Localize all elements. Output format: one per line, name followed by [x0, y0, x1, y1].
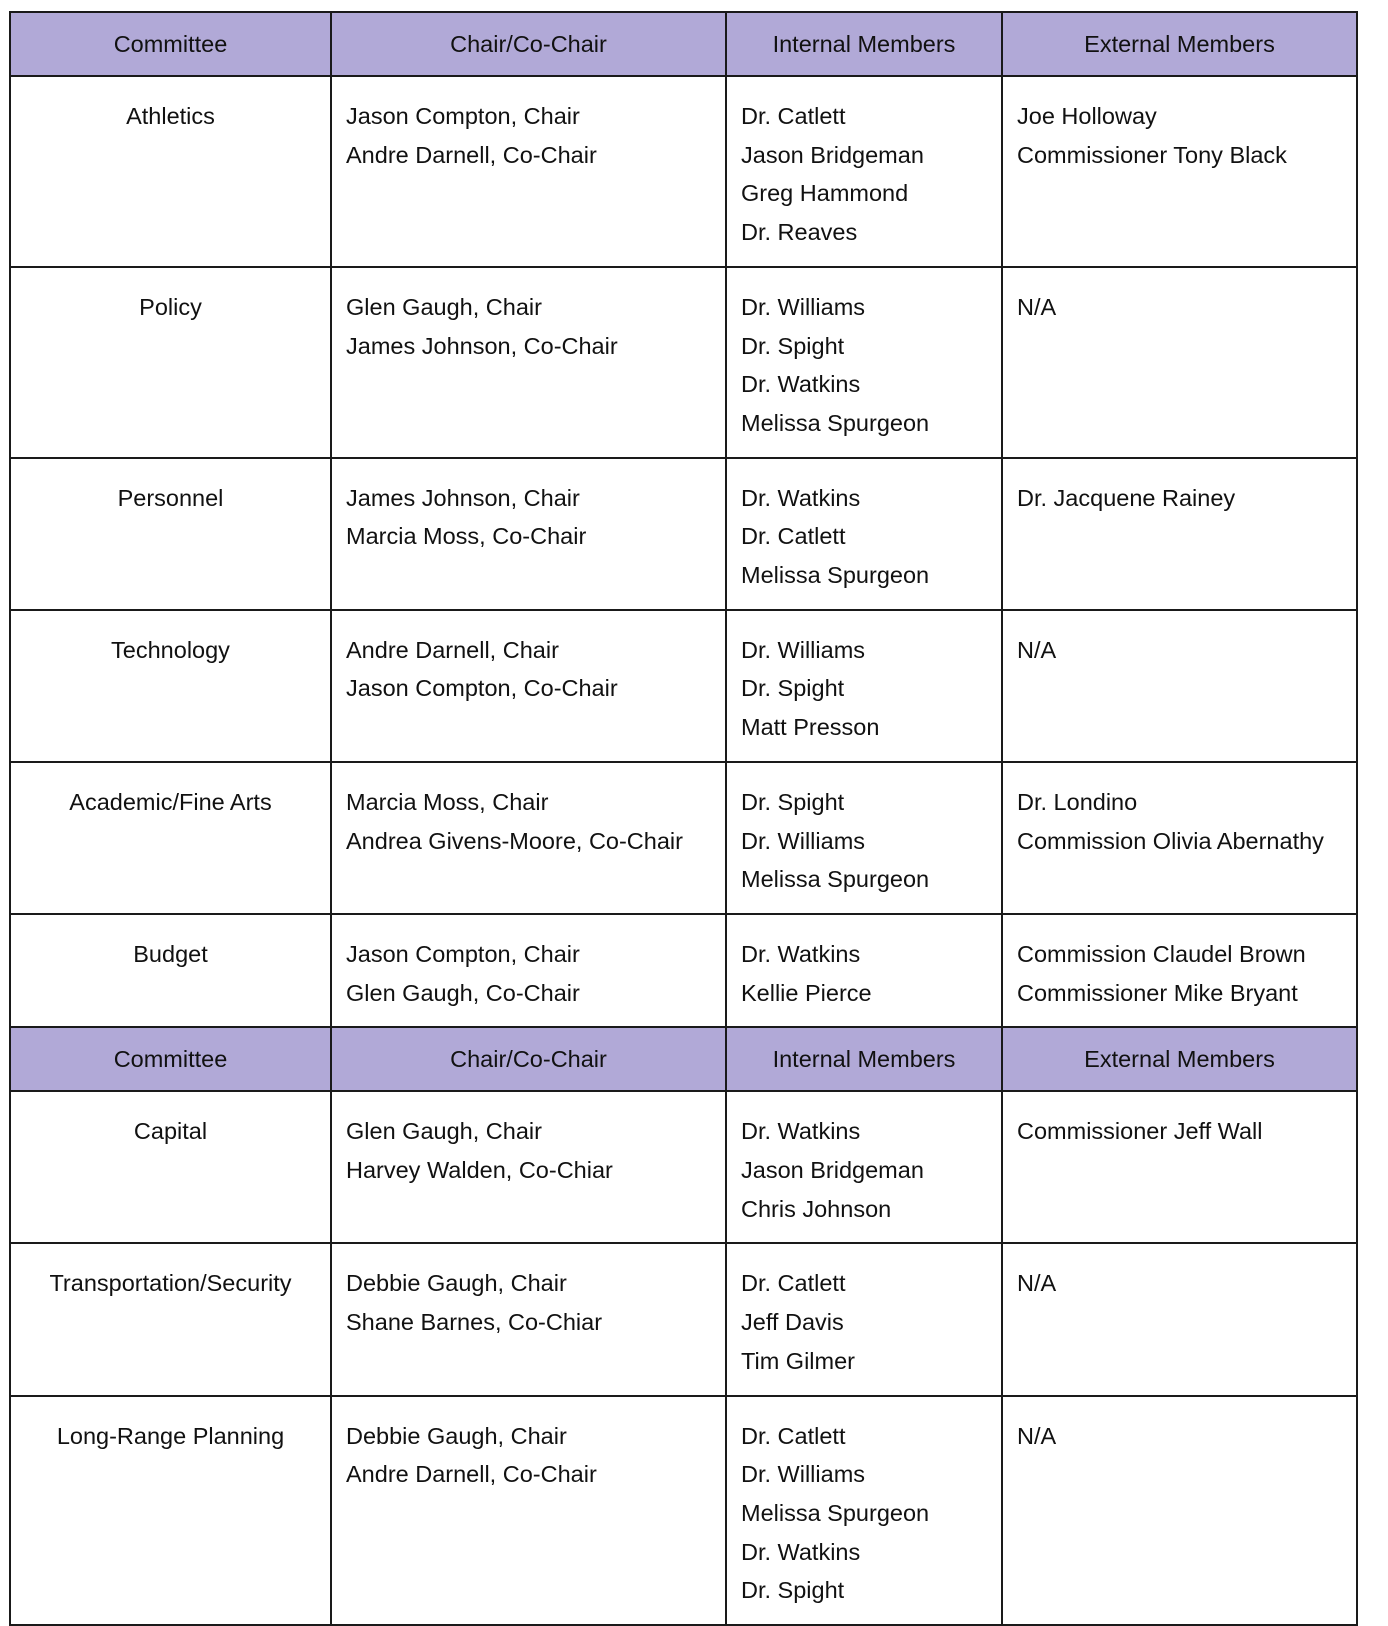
chair-cell — [331, 610, 726, 762]
chair-cell — [331, 267, 726, 458]
external-members-cell — [1002, 458, 1357, 610]
internal-member: Dr. Watkins — [741, 371, 861, 398]
chair-name: James Johnson, Chair — [346, 484, 580, 511]
header-internal-members: Internal Members — [726, 12, 1002, 76]
committee-name: Technology — [10, 610, 331, 762]
header-external-members: External Members — [1002, 1027, 1357, 1091]
chair-name: Debbie Gaugh, Chair — [346, 1422, 567, 1449]
external-members-cell — [1002, 1396, 1357, 1626]
header-committee: Committee — [10, 12, 331, 76]
internal-member: Dr. Williams — [741, 636, 866, 663]
external-member: Commissioner Mike Bryant — [1017, 979, 1298, 1006]
internal-member: Dr. Catlett — [741, 523, 846, 550]
chair-name: Jason Compton, Chair — [346, 940, 580, 967]
chair-name: Jason Compton, Chair — [346, 103, 580, 129]
external-member: N/A — [1017, 293, 1057, 320]
external-member: Commission Claudel Brown — [1017, 940, 1306, 967]
internal-members-cell — [726, 762, 1002, 914]
internal-member: Melissa Spurgeon — [741, 1499, 930, 1526]
internal-members-cell — [726, 610, 1002, 762]
chair-name: Shane Barnes, Co-Chiar — [346, 1309, 603, 1336]
committee-row — [10, 267, 1357, 458]
internal-member: Dr. Catlett — [741, 1270, 846, 1297]
committee-name: Long-Range Planning — [10, 1396, 331, 1626]
committee-row — [10, 1243, 1357, 1395]
internal-member: Dr. Watkins — [741, 940, 861, 967]
committee-row — [10, 76, 1357, 267]
external-members-cell — [1002, 1091, 1357, 1243]
chair-name: Andrea Givens-Moore, Co-Chair — [346, 827, 683, 854]
header-internal-members: Internal Members — [726, 1027, 1002, 1091]
internal-member: Melissa Spurgeon — [741, 409, 930, 436]
chair-cell — [331, 1396, 726, 1626]
internal-member: Dr. Catlett — [741, 1422, 846, 1449]
external-members-cell — [1002, 762, 1357, 914]
internal-member: Greg Hammond — [741, 180, 909, 207]
external-members-cell — [1002, 1243, 1357, 1395]
external-member: Joe Holloway — [1017, 103, 1157, 129]
header-committee: Committee — [10, 1027, 331, 1091]
header-chair: Chair/Co-Chair — [331, 1027, 726, 1091]
chair-name: Marcia Moss, Co-Chair — [346, 523, 587, 550]
internal-member: Chris Johnson — [741, 1195, 892, 1222]
external-member: Commission Olivia Abernathy — [1017, 827, 1324, 854]
external-member: N/A — [1017, 1270, 1057, 1297]
chair-cell — [331, 914, 726, 1027]
chair-cell — [331, 1243, 726, 1395]
chair-cell — [331, 458, 726, 610]
internal-member: Dr. Watkins — [741, 484, 861, 511]
chair-name: Andre Darnell, Chair — [346, 636, 559, 663]
internal-members-cell — [726, 458, 1002, 610]
internal-member: Matt Presson — [741, 714, 880, 741]
committee-name: Transportation/Security — [10, 1243, 331, 1395]
external-members-cell — [1002, 267, 1357, 458]
committee-name: Policy — [10, 267, 331, 458]
committee-table-body — [10, 12, 1357, 1625]
chair-name: Debbie Gaugh, Chair — [346, 1270, 567, 1297]
external-member: Commissioner Tony Black — [1017, 141, 1287, 168]
committee-row — [10, 610, 1357, 762]
internal-member: Jason Bridgeman — [741, 141, 924, 168]
internal-member: Dr. Spight — [741, 788, 845, 815]
external-member: Commissioner Jeff Wall — [1017, 1118, 1263, 1145]
internal-member: Dr. Spight — [741, 1577, 845, 1604]
committee-name: Budget — [10, 914, 331, 1027]
header-row — [10, 1027, 1357, 1091]
internal-member: Dr. Williams — [741, 1461, 866, 1488]
chair-name: Glen Gaugh, Chair — [346, 293, 542, 320]
external-member: N/A — [1017, 636, 1057, 663]
header-row — [10, 12, 1357, 76]
external-member: Dr. Jacquene Rainey — [1017, 484, 1236, 511]
chair-name: James Johnson, Co-Chair — [346, 332, 618, 359]
committee-row — [10, 458, 1357, 610]
header-chair: Chair/Co-Chair — [331, 12, 726, 76]
internal-member: Kellie Pierce — [741, 979, 872, 1006]
chair-name: Glen Gaugh, Chair — [346, 1118, 542, 1145]
internal-members-cell — [726, 1243, 1002, 1395]
chair-name: Andre Darnell, Co-Chair — [346, 1461, 597, 1488]
internal-member: Dr. Williams — [741, 827, 866, 854]
external-member: Dr. Londino — [1017, 788, 1138, 815]
internal-members-cell — [726, 267, 1002, 458]
internal-member: Jason Bridgeman — [741, 1157, 924, 1184]
external-members-cell — [1002, 610, 1357, 762]
chair-cell — [331, 762, 726, 914]
internal-member: Jeff Davis — [741, 1309, 844, 1336]
external-members-cell — [1002, 76, 1357, 267]
internal-member: Dr. Spight — [741, 675, 845, 702]
internal-member: Dr. Williams — [741, 293, 866, 320]
chair-cell — [331, 76, 726, 267]
chair-name: Glen Gaugh, Co-Chair — [346, 979, 580, 1006]
internal-member: Melissa Spurgeon — [741, 562, 930, 589]
internal-members-cell — [726, 1396, 1002, 1626]
internal-member: Dr. Catlett — [741, 103, 846, 129]
chair-cell — [331, 1091, 726, 1243]
chair-name: Harvey Walden, Co-Chiar — [346, 1157, 613, 1184]
header-external-members: External Members — [1002, 12, 1357, 76]
internal-member: Dr. Spight — [741, 332, 845, 359]
internal-member: Dr. Reaves — [741, 219, 858, 246]
committee-row — [10, 914, 1357, 1027]
internal-member: Tim Gilmer — [741, 1347, 856, 1374]
committee-name: Capital — [10, 1091, 331, 1243]
internal-members-cell — [726, 76, 1002, 267]
chair-name: Jason Compton, Co-Chair — [346, 675, 618, 702]
internal-member: Dr. Watkins — [741, 1118, 861, 1145]
chair-name: Andre Darnell, Co-Chair — [346, 141, 597, 168]
internal-member: Dr. Watkins — [741, 1538, 861, 1565]
internal-members-cell — [726, 914, 1002, 1027]
external-member: N/A — [1017, 1422, 1057, 1449]
committee-row — [10, 1091, 1357, 1243]
committee-name: Athletics — [10, 76, 331, 267]
external-members-cell — [1002, 914, 1357, 1027]
committee-name: Personnel — [10, 458, 331, 610]
internal-members-cell — [726, 1091, 1002, 1243]
internal-member: Melissa Spurgeon — [741, 866, 930, 893]
committee-row — [10, 1396, 1357, 1626]
committee-name: Academic/Fine Arts — [10, 762, 331, 914]
committee-table — [9, 11, 1358, 1626]
committee-sheet — [9, 11, 1356, 1626]
committee-row — [10, 762, 1357, 914]
chair-name: Marcia Moss, Chair — [346, 788, 549, 815]
